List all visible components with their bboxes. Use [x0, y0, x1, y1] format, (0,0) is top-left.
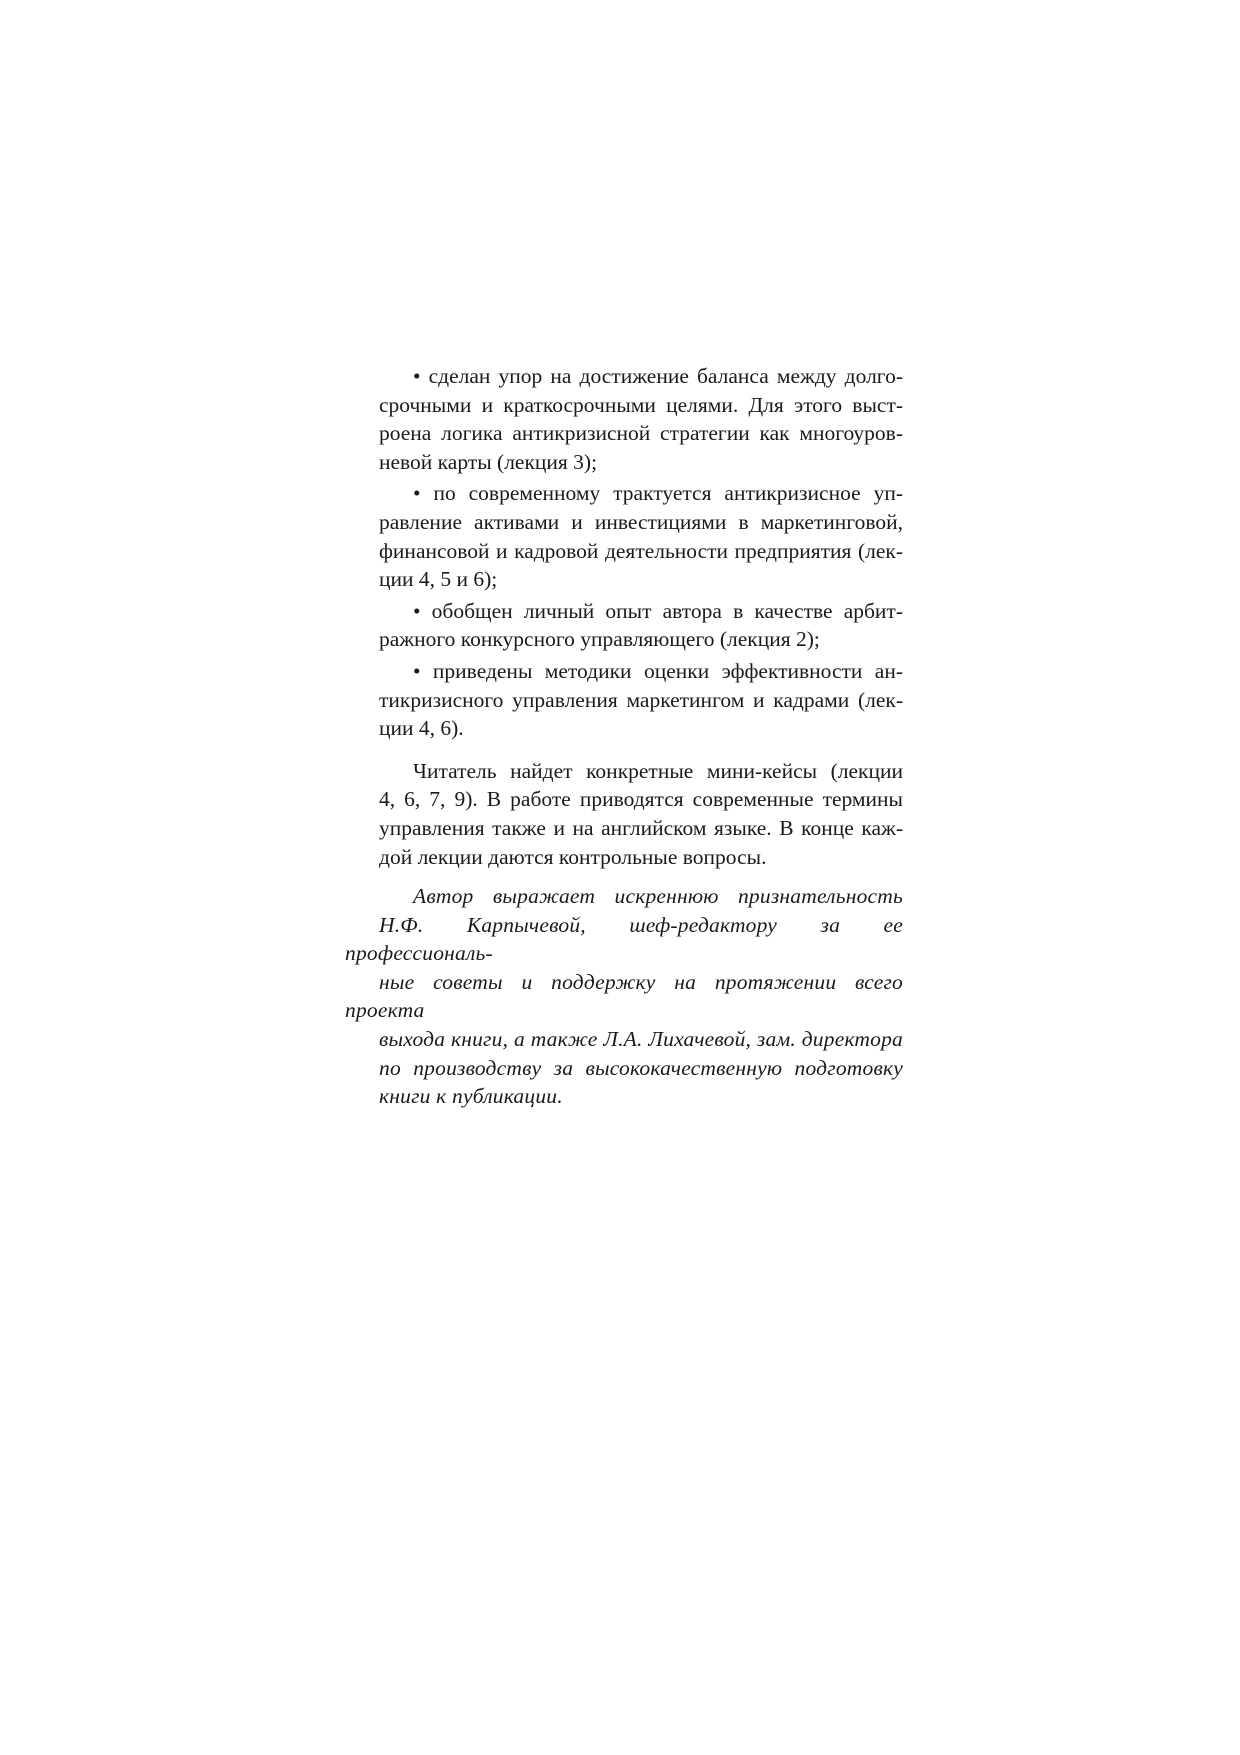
text-line: управления также и на английском языке. В конце каж- [379, 815, 903, 840]
page-text [345, 362, 903, 1111]
text-line: • по современному трактуется антикризисное уп- [413, 481, 903, 506]
bullet-item [345, 479, 903, 593]
text-line: Автор выражает искреннюю признательность [413, 884, 903, 909]
text-line: ные советы и поддержку на протяжении всего проекта [345, 969, 903, 1023]
text-line: срочными и краткосрочными целями. Для этого выст- [379, 392, 903, 417]
bullet-item [345, 362, 903, 476]
text-line: ции 4, 6). [379, 716, 464, 741]
text-line: Н.Ф. Карпычевой, шеф-редактору за ее профессиональ- [345, 912, 903, 966]
bullet-item [345, 657, 903, 743]
text-line: ции 4, 5 и 6); [379, 567, 498, 592]
text-line: роена логика антикризисной стратегии как многоуров- [379, 421, 903, 446]
text-line: дой лекции даются контрольные вопросы. [379, 844, 767, 869]
text-line: тикризисного управления маркетингом и кадрами (лек- [379, 687, 903, 712]
paragraph-gap [345, 871, 903, 882]
text-line: равление активами и инвестициями в маркетинговой, [379, 509, 903, 534]
text-line: по производству за высококачественную подготовку [379, 1055, 903, 1080]
text-line: Читатель найдет конкретные мини-кейсы (лекции [413, 758, 903, 783]
text-line: • обобщен личный опыт автора в качестве арбит- [413, 598, 903, 623]
text-line: 4, 6, 7, 9). В работе приводятся современные термины [379, 787, 903, 812]
acknowledgment-paragraph [345, 882, 903, 1111]
reader-paragraph [345, 757, 903, 871]
text-line: • приведены методики оценки эффективности ан- [413, 658, 903, 683]
text-line: выхода книги, а также Л.А. Лихачевой, зам. директора [379, 1027, 903, 1052]
text-line: финансовой и кадровой деятельности предприятия (лек- [379, 538, 903, 563]
text-line: невой карты (лекция 3); [379, 449, 598, 474]
text-line: книги к публикации. [379, 1084, 563, 1109]
text-line: • сделан упор на достижение баланса между долго- [413, 364, 903, 388]
bullet-list [345, 362, 903, 743]
text-line: ражного конкурсного управляющего (лекция 2); [379, 627, 820, 652]
paragraph-gap [345, 746, 903, 757]
bullet-item [345, 597, 903, 654]
